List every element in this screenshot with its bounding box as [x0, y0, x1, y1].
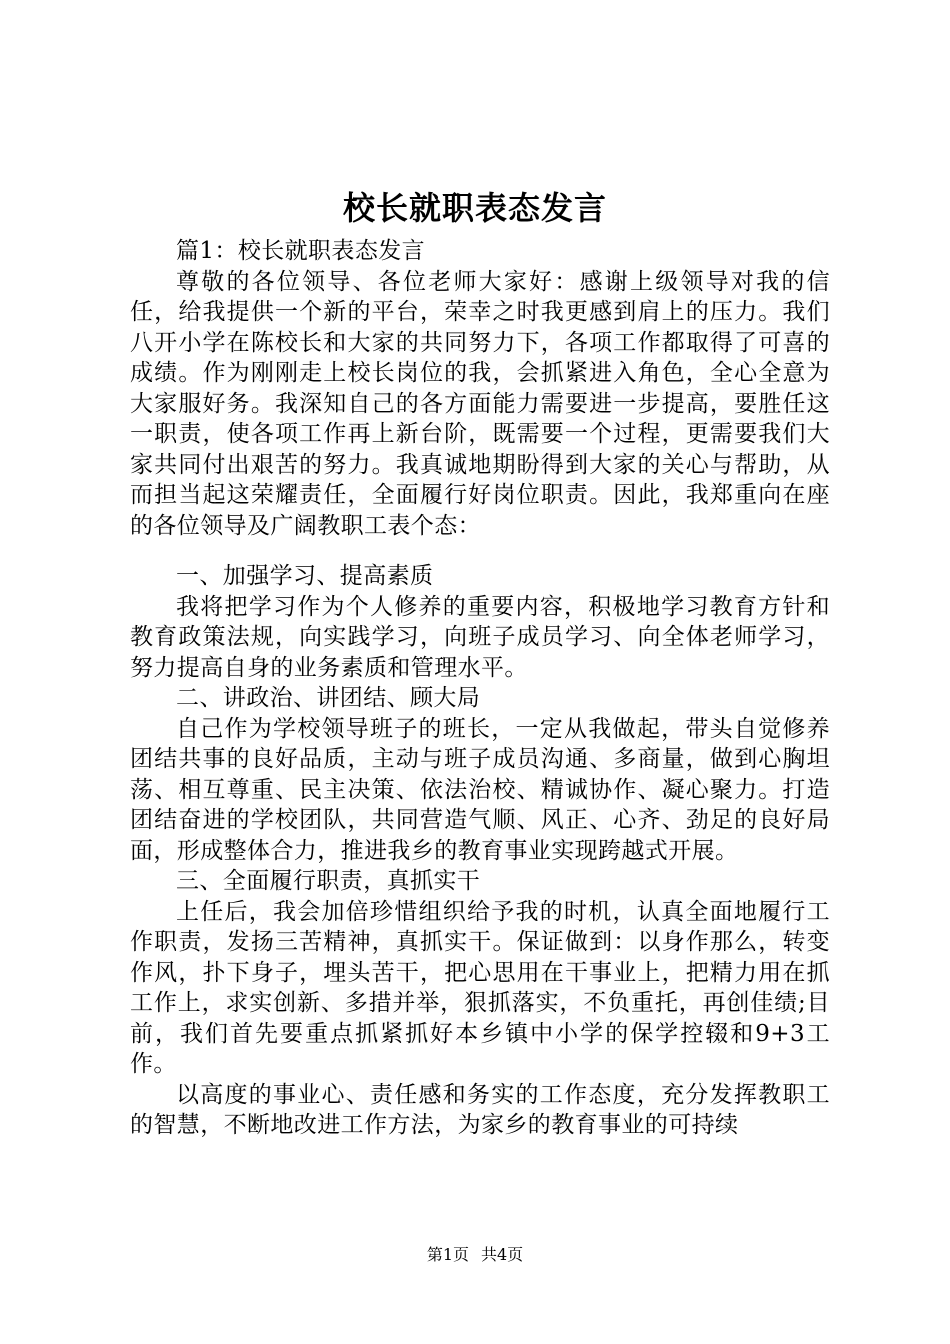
document-title: 校长就职表态发言: [342, 189, 607, 227]
paragraph-study: 我将把学习作为个人修养的重要内容，积极地学习教育方针和教育政策法规，向实践学习，向班子成员学习、向全体老师学习，努力提高自身的业务素质和管理水平。: [130, 593, 830, 681]
document-body: [130, 236, 830, 1141]
paragraph-unity: 自己作为学校领导班子的班长，一定从我做起，带头自觉修养团结共事的良好品质，主动与班子成员沟通、多商量，做到心胸坦荡、相互尊重、民主决策、依法治校、精诚协作、凝心聚力。打造团结奋进的学校团队，共同营造气顺、风正、心齐、劲足的良好局面，形成整体合力，推进我乡的教育事业实现跨越式开展。: [130, 715, 830, 864]
section-heading-2: 二、讲政治、讲团结、顾大局: [176, 685, 481, 711]
page-total: 共4页: [481, 1245, 524, 1264]
paragraph-duties: 上任后，我会加倍珍惜组织给予我的时机，认真全面地履行工作职责，发扬三苦精神，真抓实干。保证做到：以身作那么，转变作风，扑下身子，埋头苦干，把心思用在干事业上，把精力用在抓工作上，求实创新、多措并举，狠抓落实，不负重托，再创佳绩;目前，我们首先要重点抓紧抓好本乡镇中小学的保学控辍和9+3工作。: [130, 898, 830, 1077]
page-footer: [0, 1244, 950, 1266]
page-number: 第1页: [426, 1245, 469, 1264]
paragraph-intro: 尊敬的各位领导、各位老师大家好：感谢上级领导对我的信任，给我提供一个新的平台，荣幸之时我更感到肩上的压力。我们八开小学在陈校长和大家的共同努力下，各项工作都取得了可喜的成绩。作为刚刚走上校长岗位的我，会抓紧进入角色，全心全意为大家服好务。我深知自己的各方面能力需要进一步提高，要胜任这一职责，使各项工作再上新台阶，既需要一个过程，更需要我们大家共同付出艰苦的努力。我真诚地期盼得到大家的关心与帮助，从而担当起这荣耀责任，全面履行好岗位职责。因此，我郑重向在座的各位领导及广阔教职工表个态：: [130, 268, 830, 539]
paragraph-closing: 以高度的事业心、责任感和务实的工作态度，充分发挥教职工的智慧，不断地改进工作方法，为家乡的教育事业的可持续: [130, 1081, 830, 1138]
section-heading-3: 三、全面履行职责，真抓实干: [176, 868, 481, 894]
section-heading-1: 一、加强学习、提高素质: [176, 563, 434, 589]
section-heading-part1: 篇1：校长就职表态发言: [176, 238, 426, 264]
